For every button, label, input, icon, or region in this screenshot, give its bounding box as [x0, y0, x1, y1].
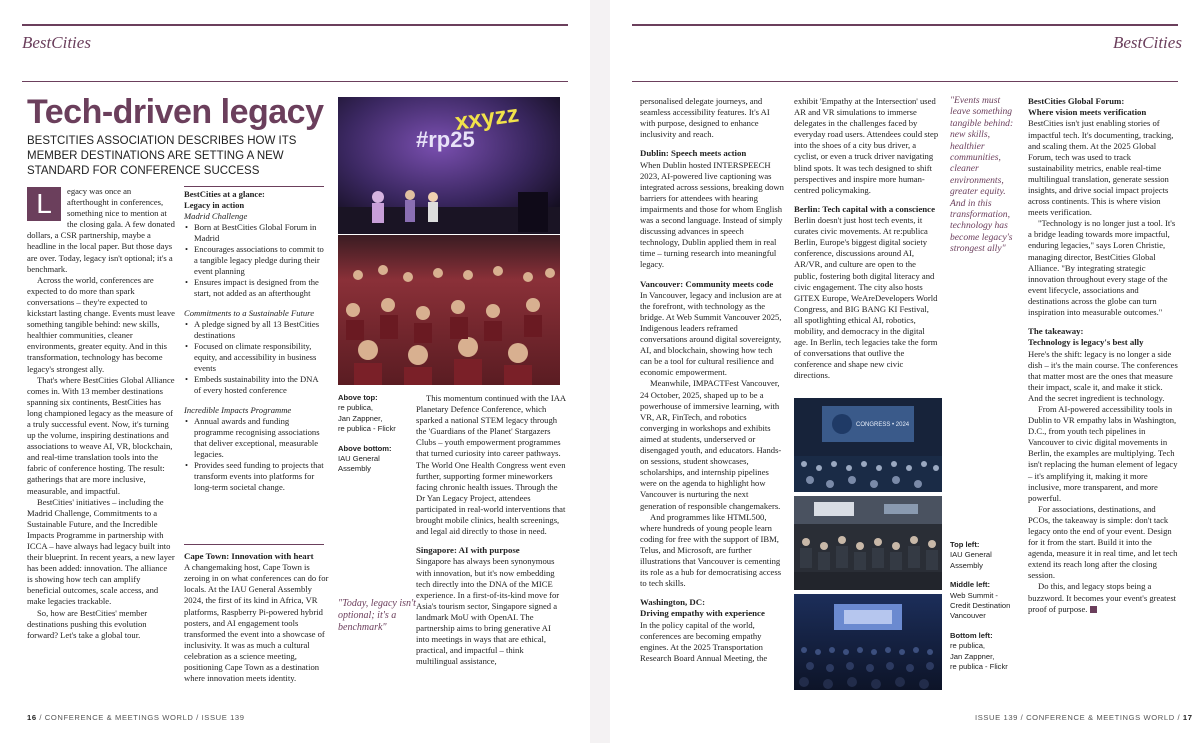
takeaway-p2: From AI-powered accessibility tools in Dublin to VR empathy labs in Washington, D.C., from youth tech pipelines in Vancouver to civic digital movements in Berlin, the examples are multiplying. Tech isn't replacing the human element of legacy – it's amplifying it, making it more inclusive, more transparent, and more powerful. — [1028, 403, 1178, 503]
header-rule — [22, 24, 568, 26]
footer-right-page: 17 — [1182, 713, 1193, 722]
photo-iau-stage — [794, 398, 942, 492]
takeaway-p1: Here's the shift: legacy is no longer a side dish – it's the main course. The conferences that matter most are the ones that measure their impact, scale it, and make it stick. And the secret ingredient is technology. — [1028, 348, 1178, 403]
column-r1 — [640, 96, 785, 664]
dublin-text: When Dublin hosted INTERSPEECH 2023, AI-powered live captioning was integrated across sessions, breaking down barriers for attendees with hearing impairments and those for whom English was a second language. Instead of simply discussing advances in speech technology, Dublin applied them in real time – turning research into meaningful legacy. — [640, 159, 784, 270]
photo-iau-stage-illustration — [794, 398, 942, 492]
caption-right-top-line: IAU General — [950, 550, 992, 560]
glance-subtitle: Legacy in action — [184, 200, 245, 210]
glance-item: • Ensures impact is designed from the start, not added as an afterthought — [194, 277, 324, 299]
photo-republica-hall-illustration — [794, 594, 942, 690]
caption-right-bottom-line: re publica - Flickr — [950, 662, 1008, 672]
right-page — [610, 0, 1200, 743]
glance-box-rule — [184, 544, 324, 545]
glance-heading-commitments: Commitments to a Sustainable Future — [184, 308, 315, 318]
caption-right-middle-line: Vancouver — [950, 611, 986, 621]
glance-item: • Encourages associations to commit to a tangible legacy pledge during their event planning — [194, 244, 324, 277]
forum-heading — [1028, 96, 1178, 118]
header-brand: BestCities — [1113, 33, 1182, 52]
r1-intro: personalised delegate journeys, and seamless accessibility features. It's AI with purpose, designed to enhance inclusivity and reach. — [640, 96, 770, 140]
caption-left-top-label: Above top: — [338, 393, 378, 402]
photo-iau-illustration — [338, 235, 560, 385]
page-gutter — [590, 0, 610, 743]
takeaway-p4: Do this, and legacy stops being a buzzword. It becomes your event's greatest proof of purpose. — [1028, 581, 1177, 614]
caption-left-top-line: Jan Zappner, — [338, 413, 383, 423]
column-r2 — [794, 96, 939, 381]
photo-iau-assembly — [338, 235, 560, 385]
caption-right-middle-label: Middle left: — [950, 580, 991, 590]
washington-heading-line2: Driving empathy with experience — [640, 608, 765, 619]
drop-cap: L — [27, 187, 61, 221]
capetown-section — [184, 551, 329, 684]
berlin-text: Berlin doesn't just host tech events, it curates civic movements. At re:publica Berlin, Europe's biggest digital society conference, discussions around AI, AR/VR, and culture are open to the public, fostering both digital literacy and civic engagement. The city also hosts GITEX Europe, WeAreDevelopers World Congress, and BIG BANG KI Festival, all spotlighting ethical AI, robotics, mobility, and democracy in the digital age. In Berlin, tech legacies take the form of conversations that outlive the conference and shape new civic directions. — [794, 215, 938, 381]
col1-paragraph-2: Across the world, conferences are expected to do more than spark conversations – they're expected to kickstart lasting change. Events must leave something tangible behind: new skills, healthier communities, cleaner environments, greater equity. And in this transformation, technology has become legacy's strongest ally. — [27, 274, 175, 374]
vancouver-p1: In Vancouver, legacy and inclusion are at the forefront, with technology as the bridge. At Web Summit Vancouver 2025, Indigenous leaders reframed conversations around digital sovereignty, AI, and blockchain, showing how tech can be a tool for cultural resilience and economic empowerment. — [640, 289, 782, 378]
takeaway-heading — [1028, 326, 1178, 348]
caption-right-bottom-line: Jan Zappner, — [950, 651, 995, 661]
footer-left — [27, 713, 245, 722]
takeaway-p3: For associations, destinations, and PCOs, the takeaway is simple: don't tack legacy onto the end of your event. Design for it from the start. Build it into the agenda, measure it in real time, and let tech extend its reach long after the closing session. — [1028, 503, 1178, 581]
dublin-heading: Dublin: Speech meets action — [640, 148, 747, 159]
capetown-text: A changemaking host, Cape Town is zeroing in on what conferences can do for locals. At the IAU General Assembly 2024, the first of its kind in Africa, VR platforms, Raspberry Pi-powered hybrid posters, and AI engagement tools transformed the event into a showcase of inclusivity. It was as much a cultural celebration as a science meeting, positioning Cape Town as a destination where innovation meets identity. — [184, 562, 329, 684]
capetown-heading: Cape Town: Innovation with heart — [184, 551, 314, 561]
pullquote-left: "Today, legacy isn't optional; it's a benchmark" — [338, 598, 416, 633]
caption-left-bottom-line: Assembly — [338, 464, 371, 474]
pullquote-right: "Events must leave something tangible behind: new skills, healthier communities, cleaner environments, greater equity. And in this transformation, technology has become legacy's strongest ally" — [950, 95, 1014, 255]
vancouver-heading: Vancouver: Community meets code — [640, 278, 774, 289]
caption-right-middle-line: Credit Destination — [950, 601, 1011, 611]
column-1 — [27, 186, 175, 641]
glance-item: • Born at BestCities Global Forum in Madrid — [194, 222, 324, 244]
end-mark — [1090, 606, 1097, 613]
glance-heading-madrid: Madrid Challenge — [184, 211, 248, 221]
column-mid-left — [416, 393, 566, 667]
washington-heading — [640, 597, 785, 619]
photo-republica-illustration — [338, 97, 560, 234]
midleft-paragraph: This momentum continued with the IAA Planetary Defence Conference, which sparked a national STEM legacy through the 'Guardians of the Planet' Stargazers Clubs – youth empowerment programmes that turned curiosity into career pathways. The World One Health Congress went even further, supporting former mineworkers facing chronic health issues. Through the Dr Yan Legacy Project, attendees participated in real-world interventions that brought mobile clinics, health screenings, and legal aid directly to those in need. — [416, 393, 566, 537]
photo-projection-text: #rp25 — [416, 127, 475, 152]
caption-right-top-label: Top left: — [950, 540, 980, 549]
glance-title: BestCities at a glance: — [184, 189, 265, 199]
glance-list-commitments — [184, 319, 324, 396]
footer-right-text: ISSUE 139 / CONFERENCE & MEETINGS WORLD / — [975, 713, 1181, 722]
photo-screen-text: CONGRESS • 2024 — [856, 422, 910, 428]
caption-left-top-line: re publica - Flickr — [338, 424, 396, 434]
col1-paragraph-3: That's where BestCities Global Alliance comes in. With 13 member destinations spanning six continents, BestCities has long championed legacy as the measure of a truly successful event. Now, it's turning up the volume, inspiring destinations and associations to weave AI, VR, blockchain, and real-time translation tools into the fabric of conference hosting. The result: gatherings that are more inclusive, measurable, and impactful. — [27, 374, 175, 496]
caption-left-bottom-label: Above bottom: — [338, 443, 392, 453]
photo-republica-hall — [794, 594, 942, 690]
caption-right-middle-line: Web Summit - — [950, 590, 998, 600]
glance-box — [184, 186, 324, 493]
glance-list-madrid — [184, 222, 324, 299]
forum-p2: "Technology is no longer just a tool. It's a bridge leading towards more impactful, enduring legacies," says Loren Christie, managing director, BestCities Global Alliance. "By integrating strategic innovation throughout every stage of the event lifecycle, associations and destinations across the globe can turn inspiration into measurable outcomes." — [1028, 218, 1176, 317]
takeaway-heading-line2: Technology is legacy's best ally — [1028, 337, 1144, 348]
glance-item: • Focused on climate responsibility, equity, and accessibility in business events — [194, 341, 324, 374]
glance-list-impacts — [184, 416, 324, 493]
header-brand: BestCities — [22, 33, 91, 52]
washington-text: In the policy capital of the world, conferences are becoming empathy engines. At the 2025 Transportation Research Board Annual Meeting, the — [640, 619, 768, 663]
col1-paragraph-4: BestCities' initiatives – including the Madrid Challenge, Commitments to a Sustainable Future, and the Incredible Impacts Programme in partnership with ICCA – have always had legacy built into their blueprint. In recent years, a new layer has been added: innovation. The alliance is showing how tech can amplify beneficial outcomes, scale access, and make legacies trackable. — [27, 496, 175, 607]
berlin-heading: Berlin: Tech capital with a conscience — [794, 203, 935, 214]
col1-paragraph-1: egacy was once an afterthought in conferences, something nice to mention at the closing gala. A few donated dollars, a CSR partnership, maybe a headline in the local paper. But those days are over. Today, legacy isn't optional; it's a benchmark. — [27, 186, 175, 274]
forum-heading-line1: BestCities Global Forum: — [1028, 96, 1125, 106]
forum-p1: BestCities isn't just enabling stories of impactful tech. It's documenting, tracking, and scaling them. At the 2025 Global Forum, tech was used to track sustainability metrics, enable real-time multilingual translation, generate session insights, and drive social impact projects across continents. This is where vision meets verification. — [1028, 118, 1174, 218]
footer-left-page: 16 — [27, 713, 37, 722]
caption-left-bottom-line: IAU General — [338, 454, 380, 464]
singapore-heading: Singapore: AI with purpose — [416, 545, 520, 556]
forum-heading-line2: Where vision meets verification — [1028, 107, 1147, 118]
caption-right — [950, 540, 1020, 672]
washington-heading-line1: Washington, DC: — [640, 597, 706, 608]
caption-right-bottom-label: Bottom left: — [950, 630, 993, 640]
section-rule — [22, 81, 568, 82]
left-page — [0, 0, 590, 743]
caption-left — [338, 393, 418, 475]
caption-left-top-line: re publica, — [338, 403, 374, 413]
article-standfirst: BESTCITIES ASSOCIATION DESCRIBES HOW ITS MEMBER DESTINATIONS ARE SETTING A NEW STANDARD FOR CONFERENCE SUCCESS — [27, 135, 297, 177]
takeaway-heading-line1: The takeaway: — [1028, 326, 1084, 337]
photo-letters: xxyzz — [453, 100, 521, 137]
glance-item: • Provides seed funding to projects that transform events into platforms for long-term societal change. — [194, 460, 324, 493]
caption-right-top-line: Assembly — [950, 560, 983, 570]
column-r4 — [1028, 96, 1178, 615]
section-rule — [632, 81, 1178, 82]
footer-right — [975, 713, 1193, 722]
article-headline: Tech-driven legacy — [27, 93, 324, 131]
vancouver-p3: And programmes like HTML500, where hundreds of young people learn coding for free with the support of IBM, Telus, and Microsoft, are further illustrations that Vancouver is cementing its role as a hub for democratising access to tech skills. — [640, 511, 782, 589]
glance-heading-impacts: Incredible Impacts Programme — [184, 405, 292, 415]
footer-left-text: / CONFERENCE & MEETINGS WORLD / ISSUE 139 — [39, 713, 245, 722]
glance-item: • Annual awards and funding programme recognising associations that deliver exceptional, measurable legacies. — [194, 416, 324, 460]
photo-web-summit-illustration — [794, 496, 942, 590]
photo-web-summit — [794, 496, 942, 590]
singapore-text: Singapore has always been synonymous with innovation, but it's now embedding tech directly into the DNA of the MICE experience. In a first-of-its-kind move for Asia's tourism sector, Singapore signed a landmark MoU with OpenAI. The partnership aims to bring generative AI into meetings in ways that are ethical, practical, and impactful – think multilingual assistance, — [416, 556, 560, 667]
r2-intro: exhibit 'Empathy at the Intersection' used AR and VR simulations to immerse delegates in the challenges faced by everyday road users. Attendees could step into the shoes of a city bus driver, a cyclist, or even a truck driver navigating blind spots. It was tech designed to shift perspectives and inspire more human-centred policymaking. — [794, 96, 939, 195]
glance-item: • Embeds sustainability into the DNA of every hosted conference — [194, 374, 324, 396]
glance-item: • A pledge signed by all 13 BestCities destinations — [194, 319, 324, 341]
vancouver-p2: Meanwhile, IMPACTFest Vancouver, 24 October, 2025, shaped up to be a powerhouse of immersive learning, with VR, AR, FinTech, and robotics converging in workshops and exhibits aimed at students, underserved or disengaged youth, and educators. Hands-on sessions, student showcases, scholarships, and internship pipelines were on the agenda to highlight how Vancouver is nurturing the next generation of responsible changemakers. — [640, 378, 782, 511]
col1-paragraph-5: So, how are BestCities' member destinations pushing this evolution forward? Let's take a global tour. — [27, 607, 148, 640]
photo-republica-stage — [338, 97, 560, 234]
caption-right-bottom-line: re publica, — [950, 641, 986, 651]
header-rule — [632, 24, 1178, 26]
